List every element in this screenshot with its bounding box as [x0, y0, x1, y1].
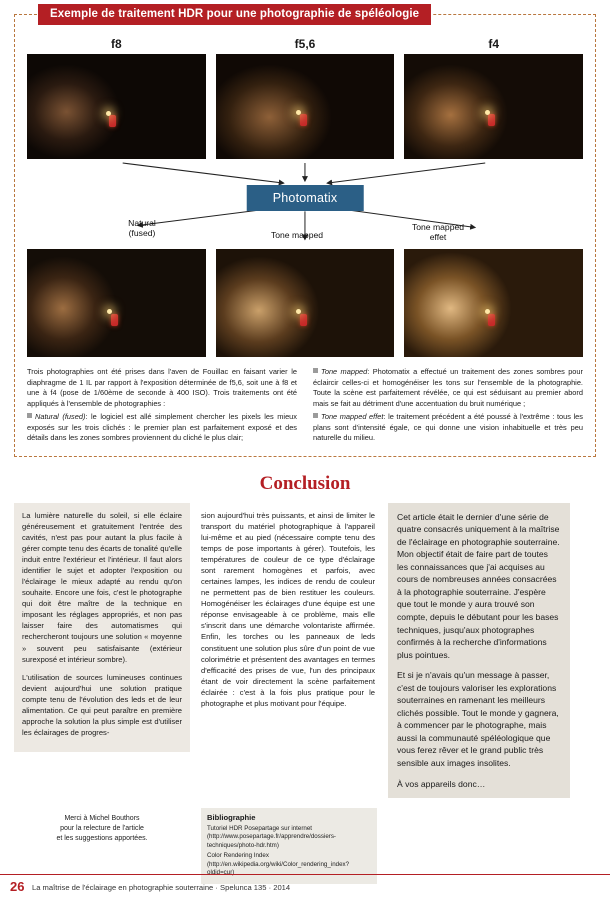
- photo-tone-mapped-effet: [404, 249, 583, 357]
- bullet-square-icon: [313, 368, 318, 373]
- aperture-labels: [27, 37, 583, 51]
- aperture-label-f8: f8: [111, 37, 122, 51]
- bibliography-box: [201, 808, 377, 884]
- photo-tone-mapped: [216, 249, 395, 357]
- flow-label-tone-mapped: Tone mapped: [270, 230, 324, 240]
- caver-figure: [488, 114, 495, 126]
- photo-f8: [27, 54, 206, 159]
- page-footer: [0, 874, 610, 900]
- caver-figure: [488, 314, 495, 326]
- bibliography-entry: Tutoriel HDR Posepartage sur internet (http://www.posepartage.fr/apprendre/dossiers-techniques/photo-hdr.htm): [207, 825, 336, 849]
- flow-label-natural: Natural (fused): [128, 218, 156, 238]
- caption-intro-text: Trois photographies ont été prises dans l'aven de Fouillac en faisant varier le diaphragme de 1 IL par rapport à l'exposition déterminée de f5,6, soit une à f8 et une à f4 (pose de 1/60ème de seconde à 400 ISO). Trois traitements ont été appliqués à l'ensemble de photographies :: [27, 367, 297, 408]
- caption-column-right: [313, 367, 583, 444]
- result-photo-row: [27, 249, 583, 357]
- caption-column-left: [27, 367, 297, 444]
- photo-natural-fused: [27, 249, 206, 357]
- footer-text: La maîtrise de l'éclairage en photographie souterraine · Spelunca 135 · 2014: [32, 883, 291, 892]
- caver-figure: [300, 314, 307, 326]
- bullet-term: Tone mapped effet: [321, 412, 384, 422]
- hdr-example-panel: [14, 8, 596, 457]
- bullet-square-icon: [27, 413, 32, 418]
- acknowledgements: Merci à Michel Bouthors pour la relecture de l'article et les suggestions apportées.: [56, 815, 148, 842]
- photo-f56: [216, 54, 395, 159]
- hdr-caption: [27, 367, 583, 444]
- caption-bullet-natural: [27, 412, 297, 444]
- conclusion-title: Conclusion: [259, 472, 351, 494]
- bullet-text: : le logiciel est allé simplement chercher les pixels les mieux exposés sur les trois clichés : le premier plan est parfaitement exposé et des détails dans les zones sombres proviennent du cliché le plus clair;: [27, 412, 297, 443]
- credits-row: [14, 808, 596, 884]
- conclusion-c-p2: Et si je n'avais qu'un message à passer, c'est de toujours valoriser les explorations souterraines en ramenant les meilleurs clichés possible. Tout le monde y gagnera, à commencer par le photographe, mais aussi la communauté spéléologique que vous ferez rêver et le grand public très sensible aux images insolites.: [397, 670, 559, 768]
- page-number: 26: [10, 879, 25, 894]
- conclusion-columns: [14, 503, 596, 798]
- caver-figure: [111, 314, 118, 326]
- photo-f4: [404, 54, 583, 159]
- source-photo-row: [27, 54, 583, 159]
- conclusion-c-p3: À vos appareils donc…: [397, 778, 486, 789]
- bibliography-entry: Color Rendering Index (http://en.wikipedia.org/wiki/Color_rendering_index?oldid=cur): [207, 852, 350, 876]
- bullet-square-icon: [313, 413, 318, 418]
- caption-bullet-tone-mapped: [313, 367, 583, 409]
- caver-figure: [109, 115, 116, 127]
- aperture-label-f56: f5,6: [294, 37, 316, 51]
- caption-bullet-tone-mapped-effet: [313, 412, 583, 444]
- conclusion-b-p1: sion aujourd'hui très puissants, et ainsi de limiter le transport du matériel photographique à l'appareil lui-même et au pied (nécessaire compte tenu des temps de pose importants à gérer). Toutefois, les températures de couleur de ce type d'éclairage sont rarement homogènes et parfois, avec certaines lampes, les indices de rendu de couleur ne permettent pas de bien restituer les couleurs. Homogénéiser les éclairages d'une équipe est une réponse envisageable à ce problème, mais elle s'inscrit dans une démarche volontariste affirmée. Enfin, les torches ou les panneaux de leds constituent une solution plus sûre d'un point de vue colorimétrie et présentent des avantages en termes d'efficacité des prises de vue, l'un des principaux étant de voir directement la scène parfaitement éclairée : c'est à la fois plus pratique pour le photographe et plus motivant pour l'équipe.: [201, 510, 375, 708]
- bullet-term: Natural (fused): [35, 412, 86, 422]
- bibliography-title: Bibliographie: [207, 813, 256, 823]
- bullet-text: : le traitement précédent a été poussé à l'extrême : tous les plans sont d'intensité égale, ce qui donne une vision inhabituelle et très peu naturelle du milieu.: [313, 412, 583, 443]
- conclusion-a-p1: La lumière naturelle du soleil, si elle éclaire généreusement et gratuitement l'entrée des cavités, n'est pas pour autant la plus facile à gérer compte tenu des écarts de tonalité qu'elle induit entre l'extérieur et l'intérieur. Il faut alors identifier le sujet et adopter l'exposition ou l'éclairage le mieux adapté au rendu qu'on souhaite. Encore une fois, c'est le photographe qui doit être maître de la technique en imposant les réglages appropriés, et non pas laisser faire des automatismes qui rechercheront toujours une solution « moyenne » souvent peu satisfaisante (extérieur surexposé et intérieur sombre).: [22, 510, 182, 664]
- conclusion-column-c: [388, 503, 570, 798]
- caver-figure: [300, 114, 307, 126]
- bullet-text: : Photomatix a effectué un traitement des zones sombres pour éclaircir celles-ci et homogénéiser les tons sur l'ensemble de la photographie. Toute la scène est parfaitement révélée, ce qui est séduisant au premier abord mais se fait au détriment d'une accentuation du bruit numérique ;: [313, 367, 583, 408]
- lamp-glow-icon: [485, 110, 490, 115]
- conclusion-a-p2: L'utilisation de sources lumineuses continues devient aujourd'hui une solution pratique compte tenu de l'évolution des leds et de leur alimentation. Ce qui peut paraître en première approche la solution la plus simple est d'utiliser les éclairages de progres-: [22, 672, 182, 738]
- lamp-glow-icon: [106, 111, 111, 116]
- lamp-glow-icon: [296, 110, 301, 115]
- hdr-panel-title: Exemple de traitement HDR pour une photographie de spéléologie: [37, 3, 432, 26]
- conclusion-c-p1: Cet article était le dernier d'une série de quatre consacrés uniquement à la maîtrise de l'éclairage en photographie souterraine. Mon objectif était de faire part de toutes les connaissances que j'ai acquises au cours de nombreuses années consacrées à la photographie souterraine. J'espère que tout le monde y aura trouvé son compte, depuis le débutant pour les bases techniques, jusqu'aux photographes confirmés à la recherche d'informations plus pointues.: [397, 511, 560, 660]
- conclusion-column-b: [201, 503, 377, 723]
- bullet-term: Tone mapped: [321, 367, 368, 376]
- photomatix-box: Photomatix: [247, 185, 364, 211]
- aperture-label-f4: f4: [488, 37, 500, 51]
- flow-label-tone-mapped-effet: Tone mapped effet: [411, 222, 465, 242]
- processing-flow-diagram: [27, 161, 583, 249]
- conclusion-column-a: [14, 503, 190, 753]
- conclusion-section: [14, 473, 596, 885]
